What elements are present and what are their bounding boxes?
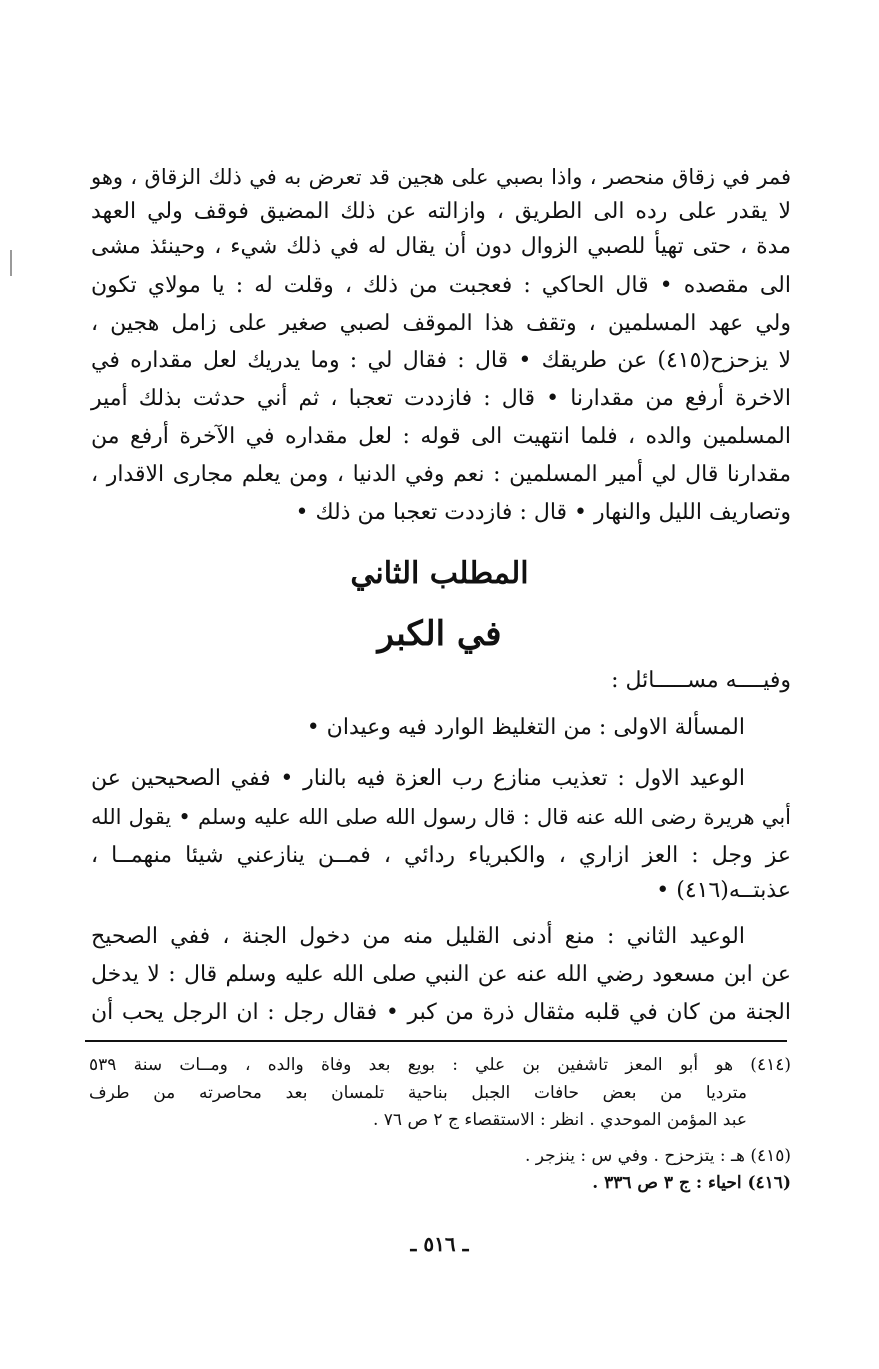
body-line: الاخرة أرفع من مقدارنا • قال : فازددت تعجبا ، ثم أني حدثت بذلك أمير — [91, 386, 791, 411]
body-line: فمر في زقاق منحصر ، واذا بصبي على هجين قد تعرض به في ذلك الزقاق ، وهو — [91, 165, 791, 189]
body-line: عذبتــه(٤١٦) • — [656, 878, 791, 903]
footnote-line: (٤١٤) هو أبو المعز تاشفين بن علي : بويع بعد وفاة والده ، ومــات سنة ٥٣٩ — [89, 1055, 791, 1075]
body-line: مقدارنا قال لي أمير المسلمين : نعم وفي الدنيا ، ومن يعلم مجارى الاقدار ، — [91, 462, 791, 487]
section-heading: المطلب الثاني — [350, 556, 529, 591]
body-line: وتصاريف الليل والنهار • قال : فازددت تعجبا من ذلك • — [295, 500, 791, 525]
section-subheading: في الكبر — [377, 614, 502, 654]
footnote-line: (٤١٦) احياء : ج ٣ ص ٣٣٦ . — [592, 1173, 791, 1193]
body-line: الوعيد الثاني : منع أدنى القليل منه من دخول الجنة ، ففي الصحيح — [91, 924, 745, 949]
body-line: المسلمين والده ، فلما انتهيت الى قوله : لعل مقداره في الآخرة أرفع من — [91, 424, 791, 449]
footnote-rule — [85, 1040, 787, 1042]
page-number: ـ ٥١٦ ـ — [410, 1232, 469, 1256]
body-line: الوعيد الاول : تعذيب منازع رب العزة فيه بالنار • ففي الصحيحين عن — [91, 766, 745, 791]
body-line: عن ابن مسعود رضي الله عنه عن النبي صلى الله عليه وسلم قال : لا يدخل — [91, 962, 791, 987]
body-line: وفيــــه مســـــائل : — [611, 668, 791, 693]
body-line: المسألة الاولى : من التغليظ الوارد فيه وعيدان • — [306, 715, 745, 740]
body-line: ولي عهد المسلمين ، وتقف هذا الموقف لصبي صغير على زامل هجين ، — [91, 311, 791, 336]
body-line: لا يقدر على رده الى الطريق ، وازالته عن ذلك المضيق فوقف ولي العهد — [91, 199, 791, 224]
scan-edge-mark — [10, 250, 12, 276]
body-line: مدة ، حتى تهيأ للصبي الزوال دون أن يقال له في ذلك شيء ، وحينئذ مشى — [91, 234, 791, 259]
body-line: الى مقصده • قال الحاكي : فعجبت من ذلك ، وقلت له : يا مولاي تكون — [91, 273, 791, 298]
footnote-line: مترديا من بعض حافات الجبل بناحية تلمسان بعد محاصرته من طرف — [89, 1083, 747, 1103]
body-line: عز وجل : العز ازاري ، والكبرياء ردائي ، فمــن ينازعني شيئا منهمــا ، — [91, 843, 791, 868]
body-line: لا يزحزح(٤١٥) عن طريقك • قال : فقال لي : وما يدريك لعل مقداره في — [91, 348, 792, 373]
body-line: الجنة من كان في قلبه مثقال ذرة من كبر • فقال رجل : ان الرجل يحب أن — [91, 1000, 791, 1025]
body-line: أبي هريرة رضى الله عنه قال : قال رسول الله صلى الله عليه وسلم • يقول الله — [91, 805, 791, 829]
footnote-line: عبد المؤمن الموحدي . انظر : الاستقصاء ج ٢ ص ٧٦ . — [372, 1110, 747, 1130]
footnote-line: (٤١٥) هـ : يتزحزح . وفي س : ينزجر . — [524, 1146, 791, 1166]
